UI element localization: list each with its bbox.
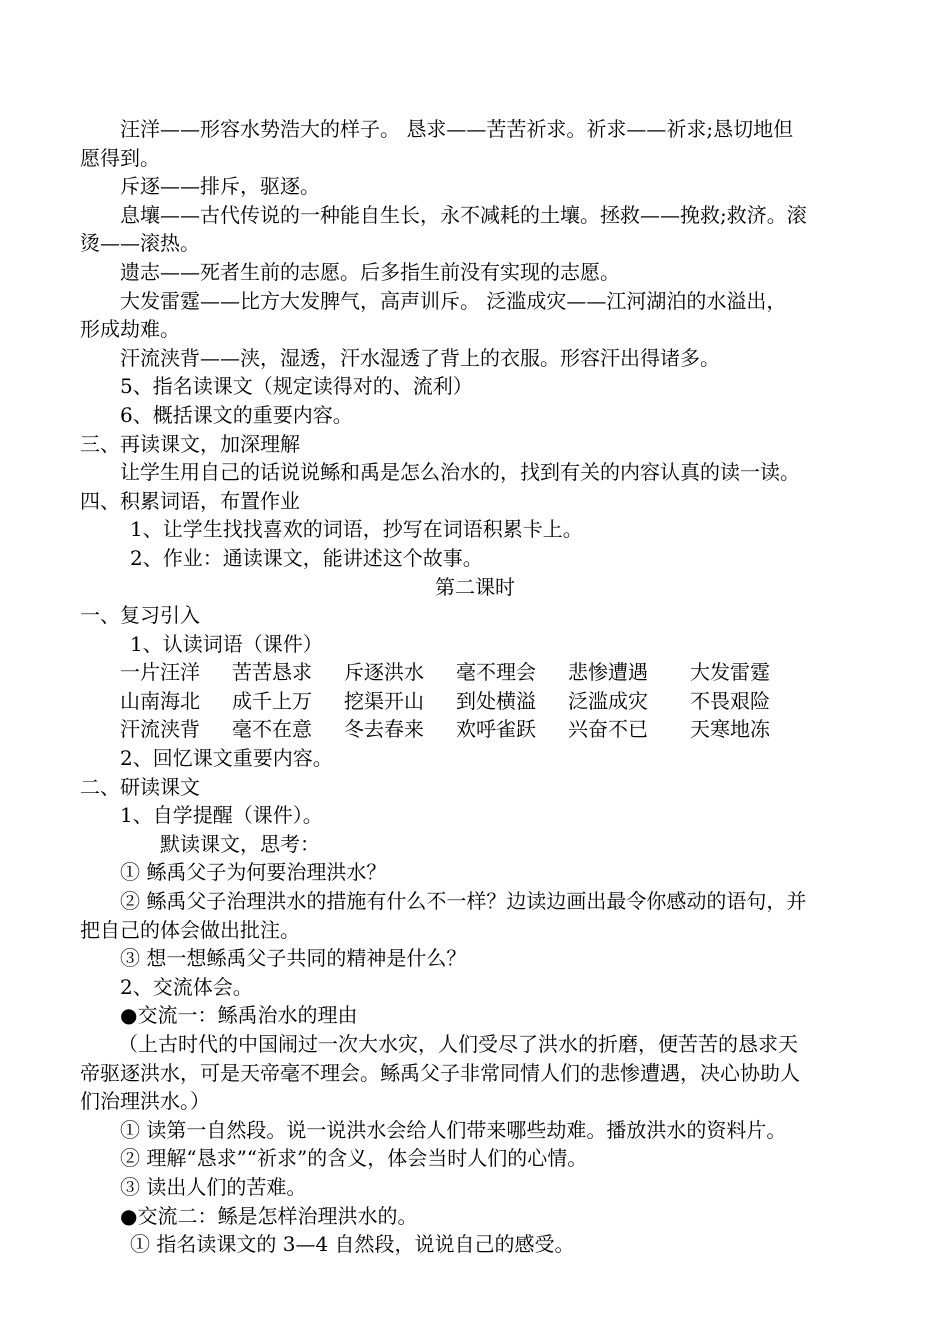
text-line: ① 指名读课文的 3—4 自然段，说说自己的感受。	[130, 1232, 575, 1257]
text-line: 1、让学生找找喜欢的词语，抄写在词语积累卡上。	[130, 517, 583, 542]
text-line: ① 读第一自然段。说一说洪水会给人们带来哪些劫难。播放洪水的资料片。	[120, 1117, 787, 1142]
vocab-word: 天寒地冻	[690, 717, 770, 742]
text-line: ② 鲧禹父子治理洪水的措施有什么不一样？边读边画出最令你感动的语句，并	[120, 889, 807, 914]
text-line: 2、回忆课文重要内容。	[120, 746, 333, 771]
text-line: 让学生用自己的话说说鲧和禹是怎么治水的，找到有关的内容认真的读一读。	[120, 460, 800, 485]
vocab-word: 悲惨遭遇	[568, 660, 648, 685]
vocab-word: 毫不理会	[456, 660, 536, 685]
text-line: 息壤——古代传说的一种能自生长，永不减耗的土壤。拯救——挽救;救济。滚	[120, 202, 807, 227]
vocab-word: 不畏艰险	[690, 688, 770, 713]
section-heading: 一、复习引入	[80, 603, 200, 628]
vocab-word: 山南海北	[120, 688, 200, 713]
vocab-row	[80, 658, 870, 687]
text-line: 遗志——死者生前的志愿。后多指生前没有实现的志愿。	[120, 259, 620, 284]
vocab-word: 冬去春来	[344, 717, 424, 742]
section-heading: 四、积累词语，布置作业	[80, 488, 300, 513]
text-line: ●交流二：鲧是怎样治理洪水的。	[120, 1203, 418, 1228]
vocab-word: 成千上万	[232, 688, 312, 713]
text-line: 2、交流体会。	[120, 974, 253, 999]
vocab-word: 斥逐洪水	[344, 660, 424, 685]
vocab-word: 到处横溢	[456, 688, 536, 713]
text-line: 5、指名读课文（规定读得对的、流利）	[120, 374, 473, 399]
text-line: 1、自学提醒（课件）。	[120, 803, 323, 828]
text-line: 1、认读词语（课件）	[130, 631, 323, 656]
text-line: ① 鲧禹父子为何要治理洪水？	[120, 860, 387, 885]
vocab-word: 毫不在意	[232, 717, 312, 742]
vocab-word: 欢呼雀跃	[456, 717, 536, 742]
text-line: ③ 想一想鲧禹父子共同的精神是什么？	[120, 946, 467, 971]
text-line: 默读课文，思考：	[160, 831, 320, 856]
vocab-word: 挖渠开山	[344, 688, 424, 713]
text-line: 们治理洪水。）	[80, 1089, 210, 1114]
text-line: ●交流一：鲧禹治水的理由	[120, 1003, 358, 1028]
vocab-row	[80, 687, 870, 716]
text-line: 烫——滚热。	[80, 231, 200, 256]
section-heading: 二、研读课文	[80, 774, 200, 799]
document-page	[80, 115, 870, 1259]
text-line: 帝驱逐洪水，可是天帝毫不理会。鲧禹父子非常同情人们的悲惨遭遇，决心协助人	[80, 1060, 800, 1085]
section-heading: 三、再读课文，加深理解	[80, 431, 300, 456]
text-line: （上古时代的中国闹过一次大水灾，人们受尽了洪水的折磨，便苦苦的恳求天	[118, 1032, 798, 1056]
text-line: 6、概括课文的重要内容。	[120, 402, 353, 427]
vocab-row	[80, 715, 870, 744]
vocab-word: 苦苦恳求	[232, 660, 312, 685]
text-line: 斥逐——排斥，驱逐。	[120, 174, 320, 199]
text-line: 汪洋——形容水势浩大的样子。 恳求——苦苦祈求。祈求——祈求;恳切地但	[120, 117, 794, 141]
vocab-word: 汗流浃背	[120, 717, 200, 742]
text-line: 愿得到。	[80, 145, 160, 170]
text-line: 汗流浃背——浃，湿透，汗水湿透了背上的衣服。形容汗出得诸多。	[120, 345, 720, 370]
lesson-title: 第二课时	[435, 574, 515, 599]
vocab-word: 大发雷霆	[690, 660, 770, 685]
vocab-word: 兴奋不已	[568, 717, 648, 742]
text-line: 把自己的体会做出批注。	[80, 917, 300, 942]
text-line: 2、作业：通读课文，能讲述这个故事。	[130, 545, 483, 570]
text-line: ② 理解“恳求”“祈求”的含义，体会当时人们的心情。	[120, 1146, 588, 1171]
text-line: 形成劫难。	[80, 317, 180, 342]
text-line: ③ 读出人们的苦难。	[120, 1174, 307, 1199]
text-line: 大发雷霆——比方大发脾气，高声训斥。 泛滥成灾——江河湖泊的水溢出，	[120, 288, 787, 313]
vocab-word: 泛滥成灾	[568, 688, 648, 713]
vocab-word: 一片汪洋	[120, 660, 200, 685]
